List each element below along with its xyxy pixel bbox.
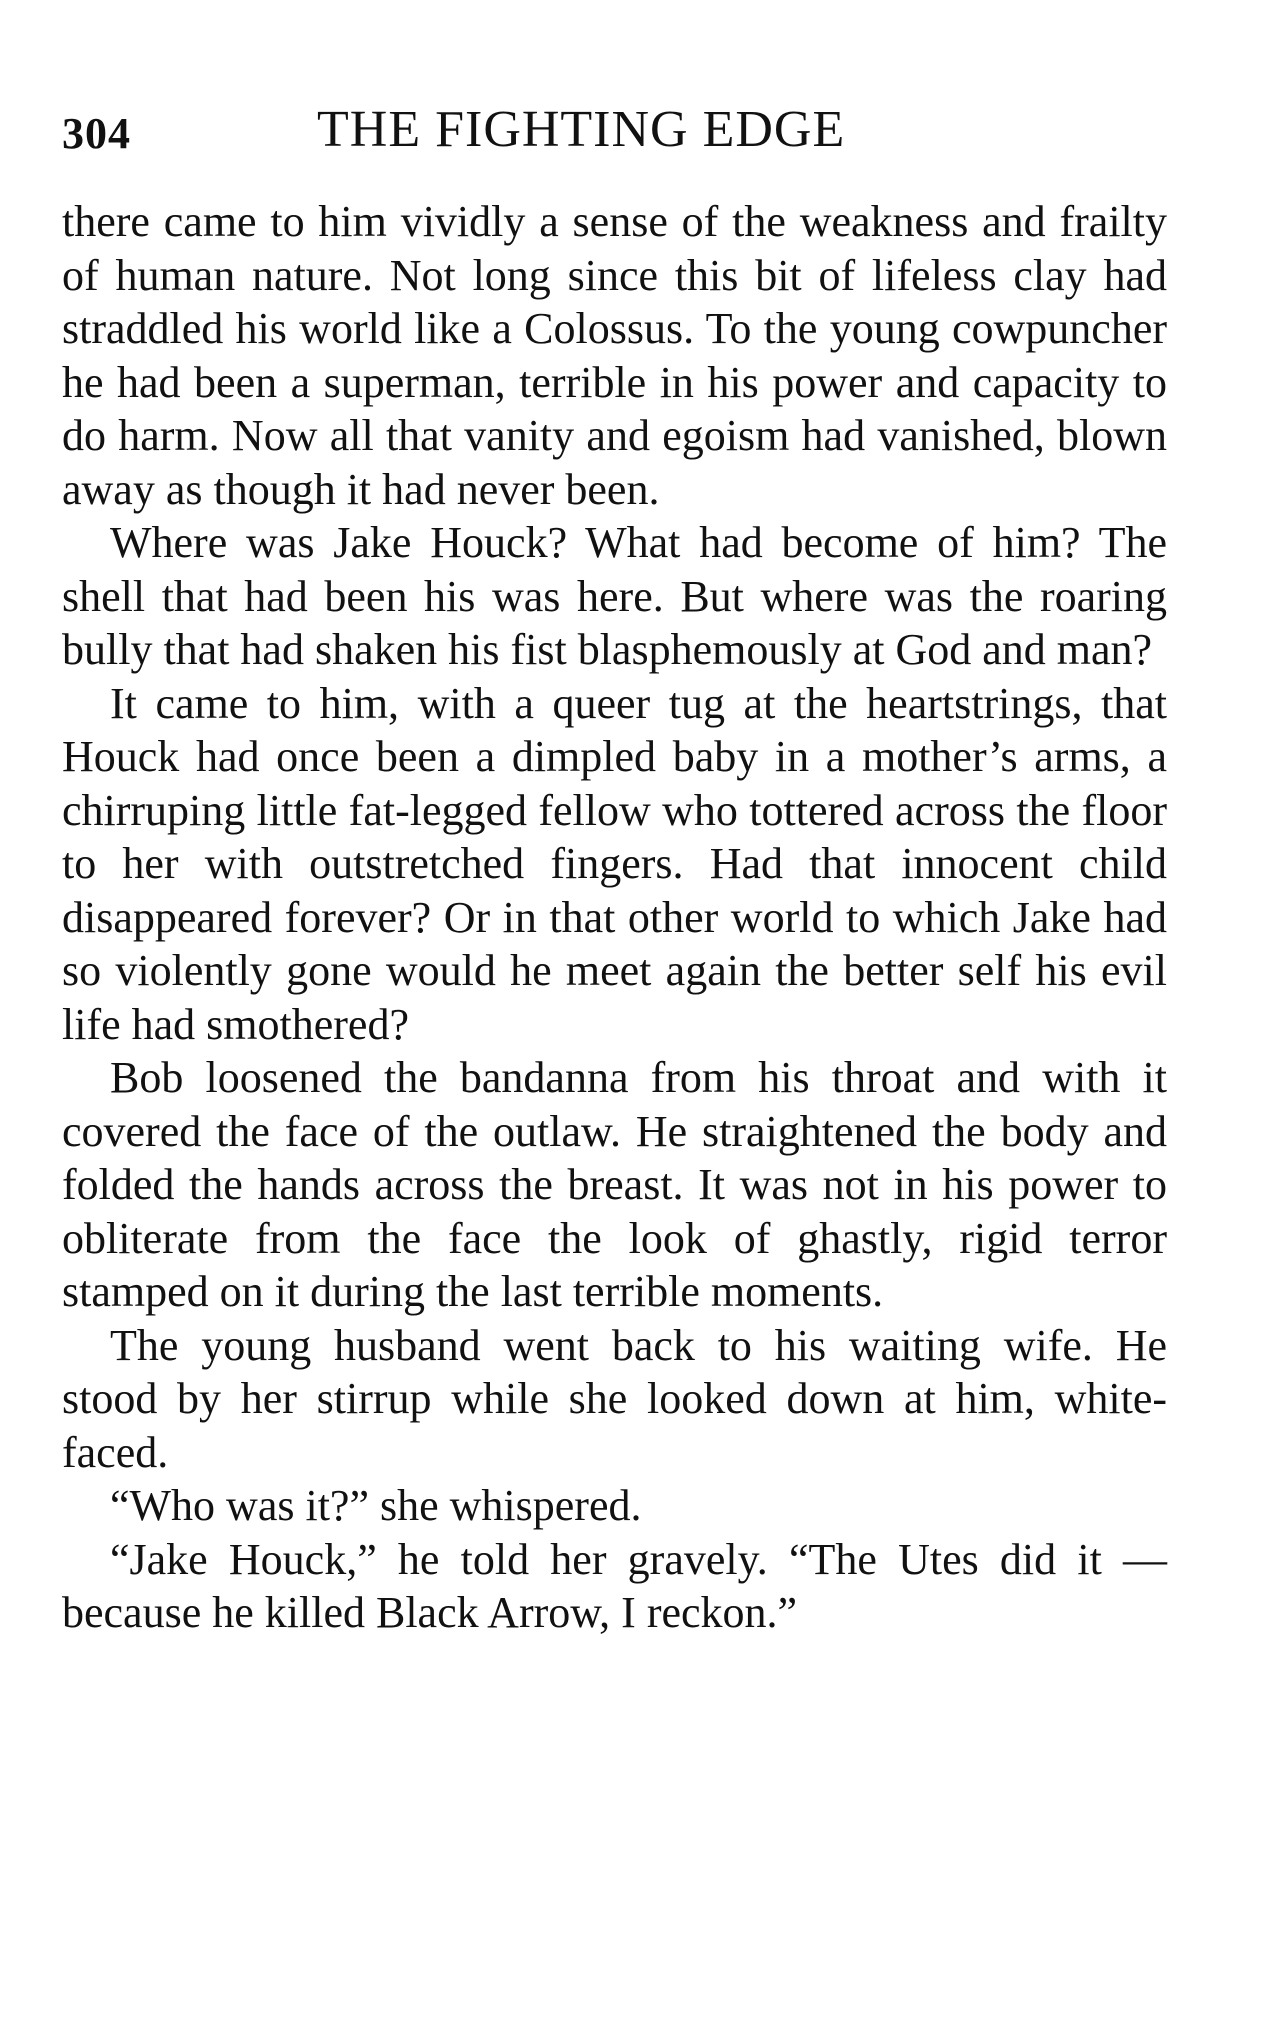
paragraph: It came to him, with a queer tug at the heartstrings, that Houck had once been a dimpled baby in a mother’s arms, a chirruping little fat-legged fellow who tottered across the floor to her with outstretched fingers. Had that innocent child disappeared forever? Or in that other world to which Jake had so violently gone would he meet again the better self his evil life had smothered?	[62, 678, 1167, 1049]
book-title: THE FIGHTING EDGE	[317, 101, 846, 158]
paragraph: The young husband went back to his waiting wife. He stood by her stirrup while she looked down at him, white-faced.	[62, 1320, 1167, 1477]
running-head	[62, 100, 1167, 170]
page-number: 304	[62, 109, 131, 158]
paragraph: “Jake Houck,” he told her gravely. “The Utes did it — because he killed Black Arrow, I reckon.”	[62, 1534, 1167, 1637]
body-text	[62, 195, 1167, 1640]
paragraph: “Who was it?” she whispered.	[110, 1481, 642, 1530]
paragraph: Bob loosened the bandanna from his throat and with it covered the face of the outlaw. He straightened the body and folded the hands across the breast. It was not in his power to obliterate from the face the look of ghastly, rigid terror stamped on it during the last terrible moments.	[62, 1053, 1167, 1316]
paragraph: there came to him vividly a sense of the weakness and frailty of human nature. Not long since this bit of lifeless clay had straddled his world like a Colossus. To the young cowpuncher he had been a superman, terrible in his power and capacity to do harm. Now all that vanity and egoism had vanished, blown away as though it had never been.	[62, 197, 1167, 514]
paragraph: Where was Jake Houck? What had become of him? The shell that had been his was here. But where was the roaring bully that had shaken his fist blasphemously at God and man?	[62, 518, 1167, 674]
